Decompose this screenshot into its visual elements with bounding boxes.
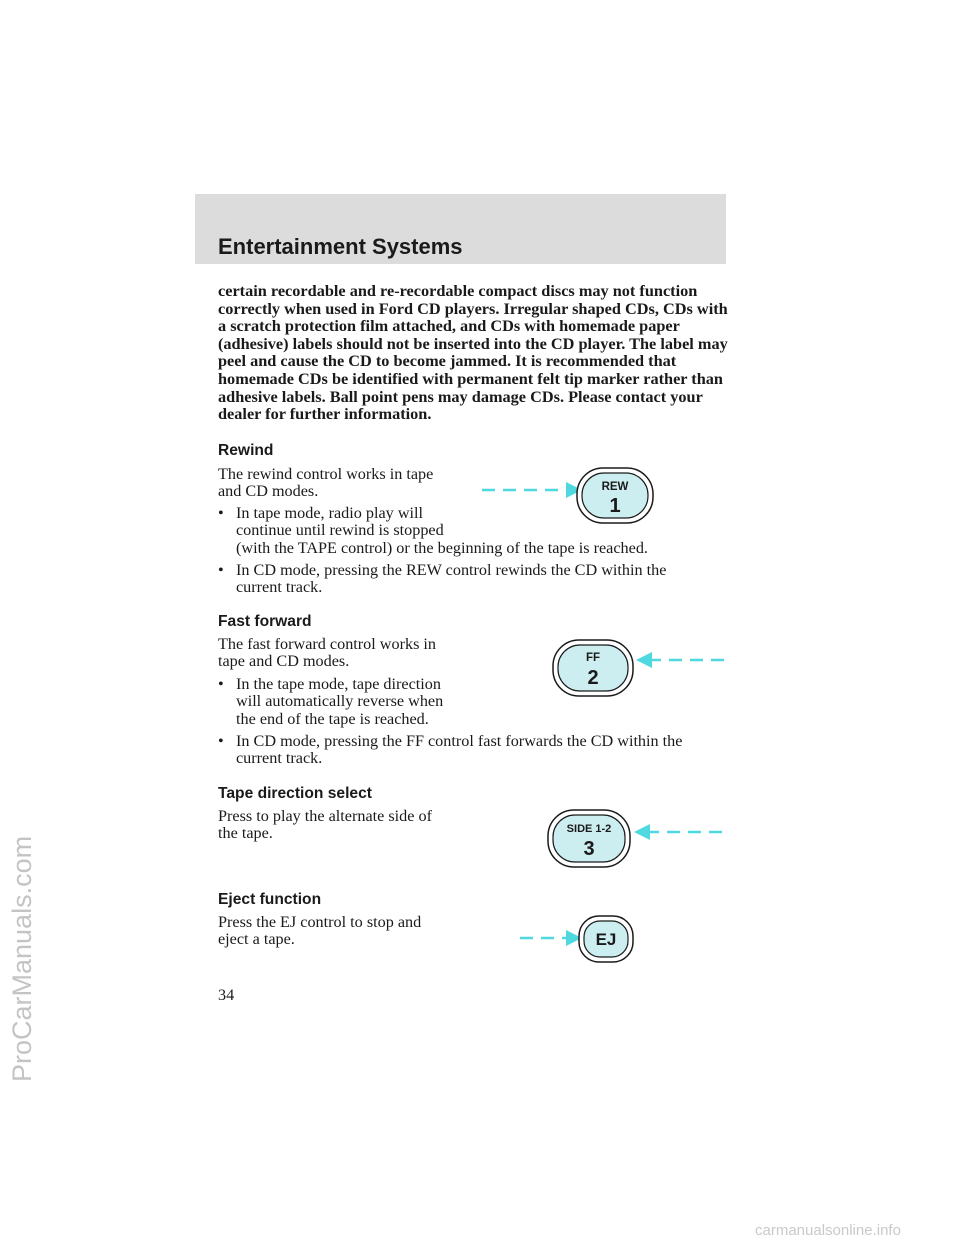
bullet-dot: •: [218, 675, 224, 693]
ej-button-label: EJ: [595, 930, 617, 949]
bullet-dot: •: [218, 504, 224, 522]
eject-description: Press the EJ control to stop and eject a tape.: [218, 913, 422, 949]
side-watermark: ProCarManuals.com: [7, 835, 37, 1082]
rew-button-figure: [482, 468, 653, 523]
bullet-dot: •: [218, 732, 224, 750]
rewind-bullet-tape: • In tape mode, radio play will continue until rewind is stopped (with the TAPE control) or the beginning of the tape is reached.: [218, 504, 648, 557]
bottom-watermark: carmanualsonline.info: [755, 1222, 901, 1239]
bullet-dot: •: [218, 561, 224, 579]
section-header-title: Entertainment Systems: [218, 234, 463, 259]
side-button-number: 3: [583, 838, 595, 860]
rewind-description: The rewind control works in tape and CD modes.: [218, 465, 434, 501]
rew-button-number: 1: [609, 495, 621, 517]
rewind-bullet-cd: • In CD mode, pressing the REW control rewinds the CD within the current track.: [218, 561, 667, 597]
fast-forward-description: The fast forward control works in tape and CD modes.: [218, 635, 437, 671]
ff-button-number: 2: [587, 667, 599, 689]
rewind-title: Rewind: [218, 442, 274, 459]
intro-paragraph: certain recordable and re-recordable compact discs may not function correctly when used in Ford CD players. Irregular shaped CDs, CDs with a scratch protection film attached, and CDs with homemade paper (adhesive) labels should not be inserted into the CD player. The label may peel and cause the CD to become jammed. It is recommended that homemade CDs be identified with permanent felt tip marker rather than adhesive labels. Ball point pens may damage CDs. Please contact your dealer for further information.: [218, 281, 728, 424]
tape-direction-title: Tape direction select: [218, 785, 372, 802]
ej-button-figure: [520, 916, 633, 962]
ff-button-label: FF: [585, 652, 601, 664]
eject-title: Eject function: [218, 891, 322, 908]
fast-forward-title: Fast forward: [218, 613, 312, 630]
tape-direction-description: Press to play the alternate side of the tape.: [218, 807, 432, 843]
ff-button-figure: [553, 640, 726, 696]
rew-button-label: REW: [601, 481, 629, 493]
page-number: 34: [218, 986, 235, 1004]
fast-forward-bullet-tape: • In the tape mode, tape direction will automatically reverse when the end of the tape is reached.: [218, 675, 444, 728]
fast-forward-bullet-cd: • In CD mode, pressing the FF control fast forwards the CD within the current track.: [218, 732, 683, 768]
side-button-label: SIDE 1-2: [566, 823, 612, 835]
side-button-figure: [548, 810, 726, 867]
